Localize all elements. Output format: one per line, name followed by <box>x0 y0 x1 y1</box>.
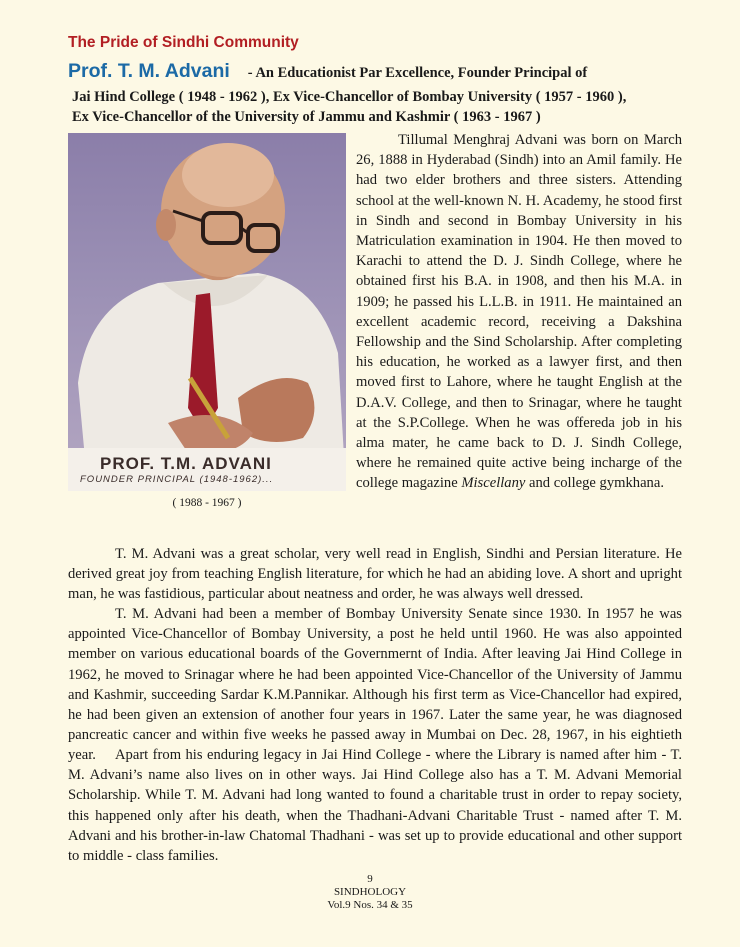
heading-line-1: - An Educationist Par Excellence, Founder Principal of <box>247 65 588 81</box>
paragraph-legacy: Apart from his enduring legacy in Jai Hind College - where the Library is named after him - T. M. Advani’s name also lives on in other ways. Jai Hind College also has a T. M. Advani Memorial Scholarship. While T. M. Advani had long wanted to found a charitable trust in order to repay society, this happened only after his death, when the Thadhani-Advani Charitable Trust - named after T. M. Advani and his brother-in-law Chatomal Thadhani - was set up to provide educational and other support to middle - class families. <box>68 747 682 865</box>
publication-name: SINDHOLOGY <box>333 886 407 898</box>
volume-info: Vol.9 Nos. 34 & 35 <box>327 899 413 911</box>
heading-line-3: Ex Vice-Chancellor of the University of Jammu and Kashmir ( 1963 - 1967 ) <box>72 109 541 125</box>
photo-caption: ( 1988 - 1967 ) <box>172 497 242 509</box>
section-title: The Pride of Sindhi Community <box>68 34 299 51</box>
intro-paragraph: Tillumal Menghraj Advani was born on March 26, 1888 in Hyderabad (Sindh) into an Amil family. He had two elder brothers and three sisters. Attending school at the well-known N. H. Academy, he stood first in Sindh and second in Bombay University in his Matriculation examination in 1904. He then moved to Karachi to attend the D. J. Sindh College, where he obtained first his B.A. in 1908, and then his M.A. in 1909; he passed his L.L.B. in 1911. He maintained an excellent academic record, receiving a Dakshina Fellowship and the Sind Scholarship. After completing his education, he worked as a lawyer first, and then moved first to Lahore, where he taught English at the D.A.V. College, and then to Srinagar, where he taught at the S.P.College. When he was offereda job in his alma mater, he came back to D. J. Sindh College, where he remained quite active being incharge of the college magazine Miscellany and college gymkhana. <box>356 132 682 492</box>
magazine-title: Miscellany <box>461 475 526 492</box>
portrait-photo <box>68 133 346 491</box>
page-number: 9 <box>367 873 373 885</box>
heading-line-2: Jai Hind College ( 1948 - 1962 ), Ex Vice-Chancellor of Bombay University ( 1957 - 1960 ), <box>72 89 627 105</box>
paragraph-scholar: T. M. Advani was a great scholar, very well read in English, Sindhi and Persian literature. He derived great joy from teaching English literature, for which he had an abiding love. A short and upright man, he was fastidious, particular about neatness and order, he was always well dressed. <box>68 546 682 603</box>
photo-plate-title: FOUNDER PRINCIPAL (1948-1962)... <box>80 474 274 485</box>
photo-plate-name: PROF. T.M. ADVANI <box>100 454 272 473</box>
article-heading <box>68 60 688 83</box>
person-name: Prof. T. M. Advani <box>68 60 230 82</box>
paragraph-career: T. M. Advani had been a member of Bombay University Senate since 1930. In 1957 he was appointed Vice-Chancellor of Bombay University, a post he held until 1960. He was also appointed member on various educational boards of the Governmernt of India. After leaving Jai Hind College in 1962, he moved to Srinagar where he had been appointed Vice-Chancellor of the University of Jammu and Kashmir, succeeding Sardar K.M.Pannikar. Although his first term as Vice-Chancellor had expired, he had been given an extension of another four years in 1967. Later the same year, he was diagnosed pancreatic cancer and within five weeks he passed away in Mumbai on Dec. 28, 1967, in his eightieth year. <box>68 606 682 764</box>
